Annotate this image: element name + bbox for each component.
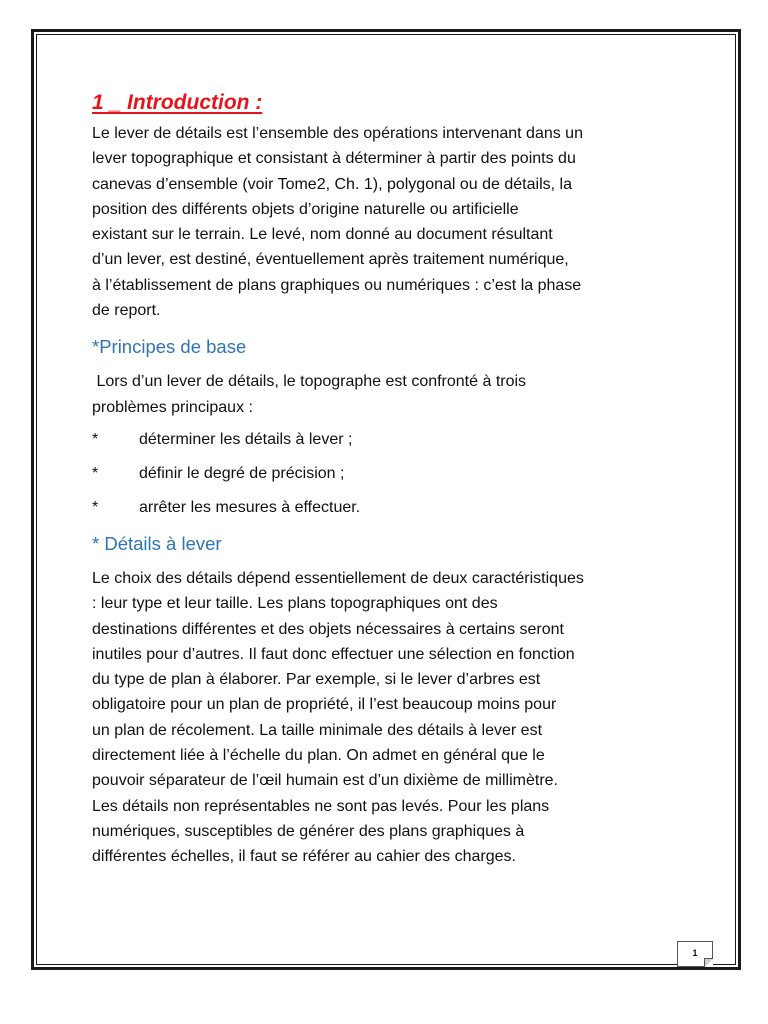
details-line: inutiles pour d’autres. Il faut donc effectuer une sélection en fonction xyxy=(92,645,575,663)
details-line: destinations différentes et des objets nécessaires à certains seront xyxy=(92,620,564,638)
page-corner-fold xyxy=(704,958,713,967)
details-line: Le choix des détails dépend essentiellement de deux caractéristiques xyxy=(92,569,584,587)
intro-line: d’un lever, est destiné, éventuellement après traitement numérique, xyxy=(92,251,569,269)
bullet-text: définir le degré de précision ; xyxy=(139,464,345,482)
section-heading-principes: *Principes de base xyxy=(92,336,247,358)
section-heading-details: * Détails à lever xyxy=(92,532,222,554)
document-title: 1 _ Introduction : xyxy=(92,91,263,114)
bullet-asterisk: * xyxy=(92,498,99,516)
intro-line: canevas d’ensemble (voir Tome2, Ch. 1), polygonal ou de détails, la xyxy=(92,175,572,193)
details-line: du type de plan à élaborer. Par exemple, si le lever d’arbres est xyxy=(92,671,541,689)
intro-line: Le lever de détails est l’ensemble des opérations intervenant dans un xyxy=(92,125,583,142)
details-line: Les détails non représentables ne sont pas levés. Pour les plans xyxy=(92,797,550,815)
details-line: obligatoire pour un plan de propriété, il l’est beaucoup moins pour xyxy=(92,696,557,714)
details-line: numériques, susceptibles de générer des plans graphiques à xyxy=(92,822,525,840)
document-body xyxy=(92,88,692,870)
principes-line: Lors d’un lever de détails, le topographe est confronté à trois xyxy=(92,373,527,391)
principes-bullet-list xyxy=(92,428,692,520)
list-item xyxy=(92,496,692,520)
intro-paragraph xyxy=(92,121,692,323)
details-line: : leur type et leur taille. Les plans topographiques ont des xyxy=(92,595,498,613)
bullet-asterisk: * xyxy=(92,430,99,448)
bullet-asterisk: * xyxy=(92,464,99,482)
page-number: 1 xyxy=(692,948,698,958)
details-paragraph xyxy=(92,566,692,870)
intro-line: lever topographique et consistant à déterminer à partir des points du xyxy=(92,150,576,168)
details-line: directement liée à l’échelle du plan. On admet en général que le xyxy=(92,747,545,765)
page-number-box xyxy=(677,941,713,967)
intro-line: position des différents objets d’origine naturelle ou artificielle xyxy=(92,200,519,218)
principes-paragraph xyxy=(92,369,692,420)
bullet-text: déterminer les détails à lever ; xyxy=(139,430,353,448)
principes-line: problèmes principaux : xyxy=(92,398,253,416)
intro-line: existant sur le terrain. Le levé, nom donné au document résultant xyxy=(92,226,553,244)
details-line: un plan de récolement. La taille minimale des détails à lever est xyxy=(92,721,543,739)
list-item xyxy=(92,462,692,486)
list-item xyxy=(92,428,692,452)
details-line: pouvoir séparateur de l’œil humain est d’un dixième de millimètre. xyxy=(92,772,558,790)
details-line: différentes échelles, il faut se référer au cahier des charges. xyxy=(92,848,516,866)
bullet-text: arrêter les mesures à effectuer. xyxy=(139,498,361,516)
intro-line: à l’établissement de plans graphiques ou numériques : c’est la phase xyxy=(92,276,582,294)
intro-line: de report. xyxy=(92,302,161,320)
